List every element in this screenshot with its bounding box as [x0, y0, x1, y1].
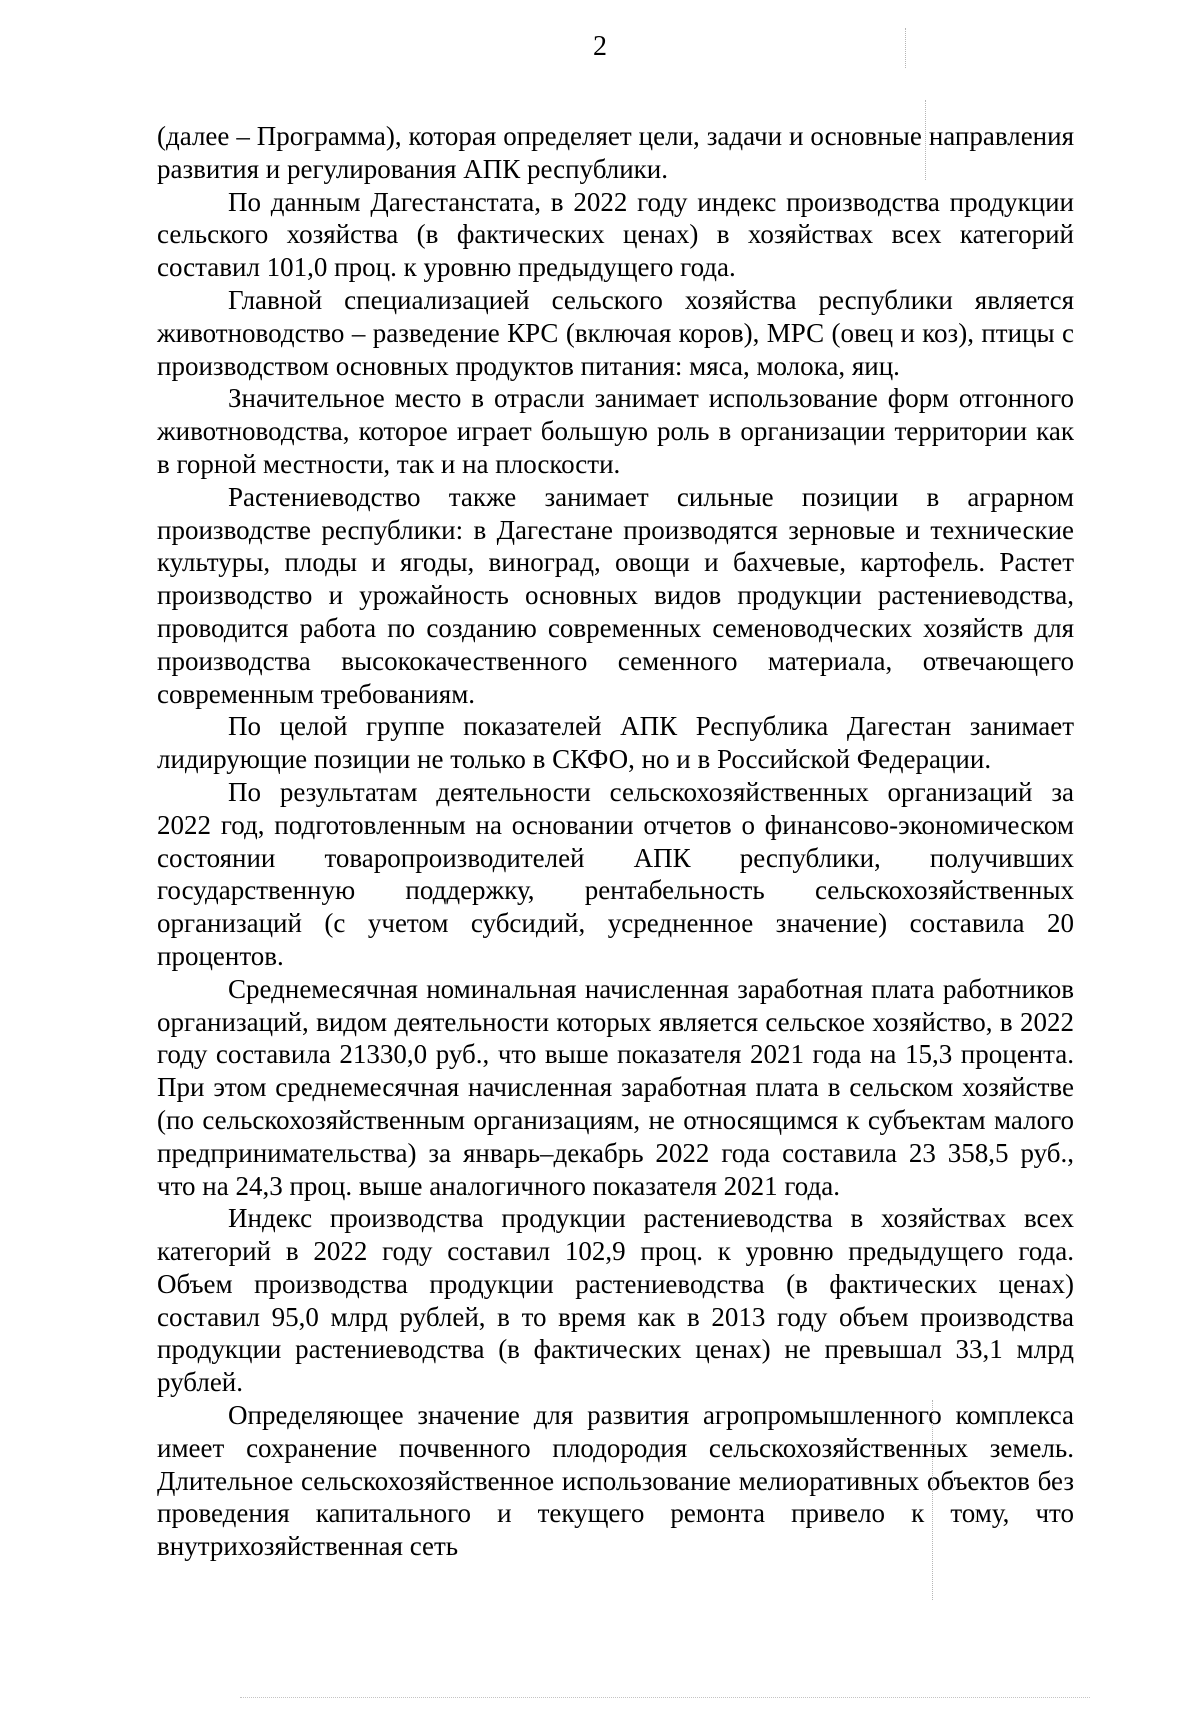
paragraph-production-index: По данным Дагестанстата, в 2022 году индекс производства продукции сельского хозяйства (в фактических ценах) в хозяйствах всех категорий составил 101,0 проц. к уровню предыдущего года.	[157, 186, 1074, 283]
scan-bottom-edge	[240, 1697, 1090, 1698]
paragraph-continuation: (далее – Программа), которая определяет цели, задачи и основные направления развития и регулирования АПК республики.	[157, 121, 1074, 184]
document-body	[157, 120, 1074, 1563]
scan-artifact-right	[932, 1400, 933, 1600]
paragraph-leading-positions: По целой группе показателей АПК Республика Дагестан занимает лидирующие позиции не только в СКФО, но и в Российской Федерации.	[157, 711, 1074, 775]
page-number: 2	[593, 31, 607, 62]
paragraph-soil-fertility: Определяющее значение для развития агропромышленного комплекса имеет сохранение почвенного плодородия сельскохозяйственных земель. Длительное сельскохозяйственное использование мелиоративных объектов без проведения капитального и текущего ремонта привело к тому, что внутрихозяйственная сеть	[157, 1400, 1074, 1562]
paragraph-profitability: По результатам деятельности сельскохозяйственных организаций за 2022 год, подготовленным на основании отчетов о финансово-экономическом состоянии товаропроизводителей АПК республики, получивших государственную поддержку, рентабельность сельскохозяйственных организаций (с учетом субсидий, усредненное значение) составила 20 процентов.	[157, 776, 1074, 971]
scan-artifact-middle	[925, 100, 926, 180]
paragraph-crop-production: Растениеводство также занимает сильные позиции в аграрном производстве республики: в Дагестане производятся зерновые и технические культуры, плоды и ягоды, виноград, овощи и бахчевые, картофель. Растет производство и урожайность основных видов продукции растениеводства, проводится работа по созданию современных семеноводческих хозяйств для производства высококачественного семенного материала, отвечающего современным требованиям.	[157, 481, 1074, 709]
paragraph-wages: Среднемесячная номинальная начисленная заработная плата работников организаций, видом деятельности которых является сельское хозяйство, в 2022 году составила 21330,0 руб., что выше показателя 2021 года на 15,3 процента. При этом среднемесячная начисленная заработная плата в сельском хозяйстве (по сельскохозяйственным организациям, не относящимся к субъектам малого предпринимательства) за январь–декабрь 2022 года составила 23 358,5 руб., что на 24,3 проц. выше аналогичного показателя 2021 года.	[157, 973, 1074, 1201]
paragraph-transhumance: Значительное место в отрасли занимает использование форм отгонного животноводства, которое играет большую роль в организации территории как в горной местности, так и на плоскости.	[157, 383, 1074, 479]
paragraph-crop-index: Индекс производства продукции растениеводства в хозяйствах всех категорий в 2022 году составил 102,9 проц. к уровню предыдущего года. Объем производства продукции растениеводства (в фактических ценах) составил 95,0 млрд рублей, в то время как в 2013 году объем производства продукции растениеводства (в фактических ценах) не превышал 33,1 млрд рублей.	[157, 1203, 1074, 1398]
paragraph-specialization: Главной специализацией сельского хозяйства республики является животноводство – разведение КРС (включая коров), МРС (овец и коз), птицы с производством основных продуктов питания: мяса, молока, яиц.	[157, 284, 1074, 381]
scan-artifact-top	[905, 28, 906, 68]
